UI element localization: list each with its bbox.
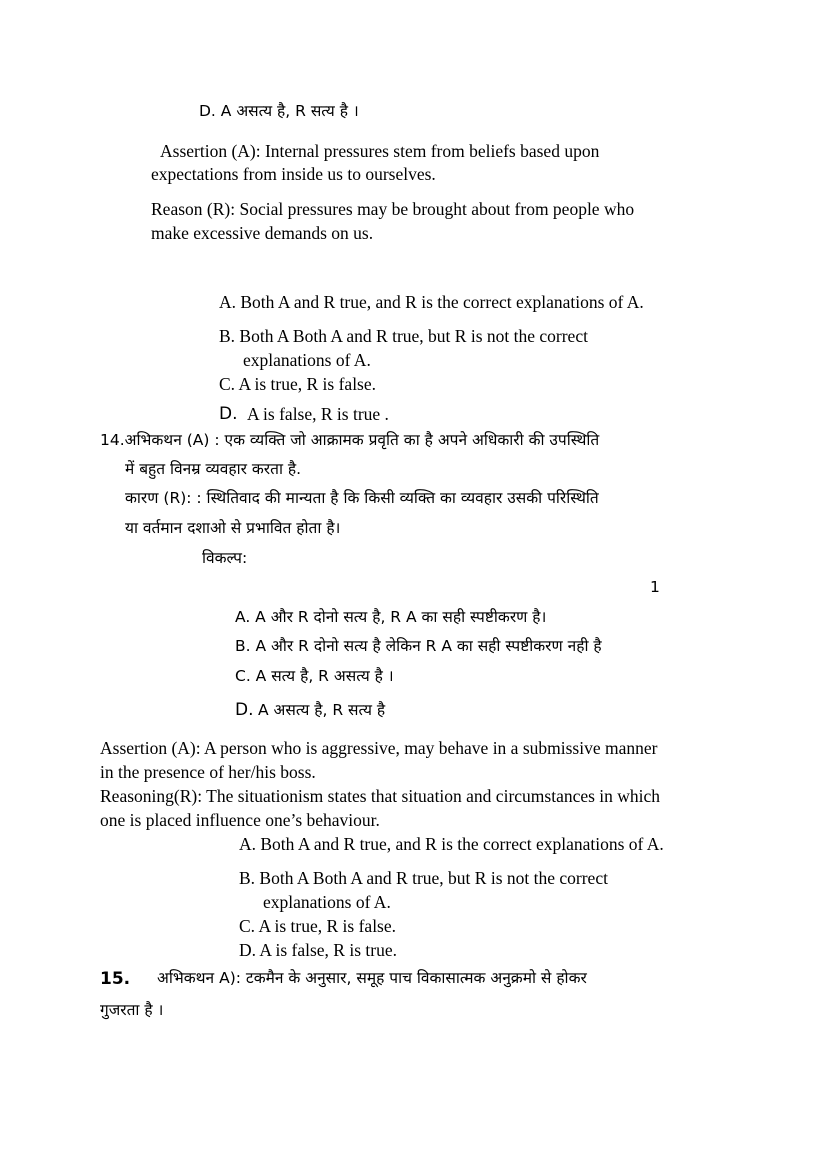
q14-hindi-option-c: C. A सत्य है, R असत्य है । xyxy=(235,667,394,685)
q13-assertion-line2: expectations from inside us to ourselves. xyxy=(151,164,436,184)
q14-hindi-assertion-line1: 14.अभिकथन (A) : एक व्यक्ति जो आक्रामक प्रवृति का है अपने अधिकारी की उपस्थिति xyxy=(100,431,600,449)
q13-option-d-text: A is false, R is true . xyxy=(247,404,389,424)
q14-assertion-line1: Assertion (A): A person who is aggressive, may behave in a submissive manner xyxy=(100,738,658,758)
q13-reason-line1: Reason (R): Social pressures may be brought about from people who xyxy=(151,199,635,219)
q14-hindi-option-d-text: A असत्य है, R सत्य है xyxy=(258,701,386,719)
q14-hindi-reason-line1: कारण (R): : स्थितिवाद की मान्यता है कि किसी व्यक्ति का व्यवहार उसकी परिस्थिति xyxy=(125,489,599,507)
q14-option-b-line2: explanations of A. xyxy=(263,892,391,912)
q14-hindi-assertion-line2: में बहुत विनम्र व्यवहार करता है. xyxy=(125,460,302,478)
q13-option-a: A. Both A and R true, and R is the correct explanations of A. xyxy=(219,292,644,312)
q13-option-b-line1: B. Both A Both A and R true, but R is not the correct xyxy=(219,326,588,346)
q14-reason-line2: one is placed influence one’s behaviour. xyxy=(100,810,380,830)
q14-marks: 1 xyxy=(650,578,660,596)
q13-reason-line2: make excessive demands on us. xyxy=(151,223,374,243)
q15-number: 15. xyxy=(100,969,131,989)
q14-option-b-line1: B. Both A Both A and R true, but R is not the correct xyxy=(239,868,608,888)
q15-hindi-assertion-line2: गुजरता है । xyxy=(100,1001,164,1019)
q14-hindi-reason-line2: या वर्तमान दशाओ से प्रभावित होता है। xyxy=(125,519,341,537)
q14-assertion-line2: in the presence of her/his boss. xyxy=(100,762,316,782)
prev-option-d: D. A असत्य है, R सत्य है । xyxy=(199,102,359,120)
q13-option-b-line2: explanations of A. xyxy=(243,350,371,370)
q14-option-a: A. Both A and R true, and R is the correct explanations of A. xyxy=(239,834,664,854)
q14-reason-line1: Reasoning(R): The situationism states that situation and circumstances in which xyxy=(100,786,661,806)
q13-option-c: C. A is true, R is false. xyxy=(219,374,377,394)
q13-option-d-letter: D. xyxy=(219,404,238,424)
q14-hindi-options-label: विकल्प: xyxy=(202,549,248,567)
q14-option-d: D. A is false, R is true. xyxy=(239,940,397,960)
q14-option-c: C. A is true, R is false. xyxy=(239,916,397,936)
q13-assertion-line1: Assertion (A): Internal pressures stem from beliefs based upon xyxy=(160,141,600,161)
q14-hindi-option-a: A. A और R दोनो सत्य है, R A का सही स्पष्टीकरण है। xyxy=(235,608,547,626)
q14-hindi-option-d-letter: D. xyxy=(235,700,254,720)
q15-hindi-assertion-line1: अभिकथन A): टकमैन के अनुसार, समूह पाच विकासात्मक अनुक्रमो से होकर xyxy=(157,969,587,987)
q14-hindi-option-b: B. A और R दोनो सत्य है लेकिन R A का सही स्पष्टीकरण नही है xyxy=(235,637,602,655)
